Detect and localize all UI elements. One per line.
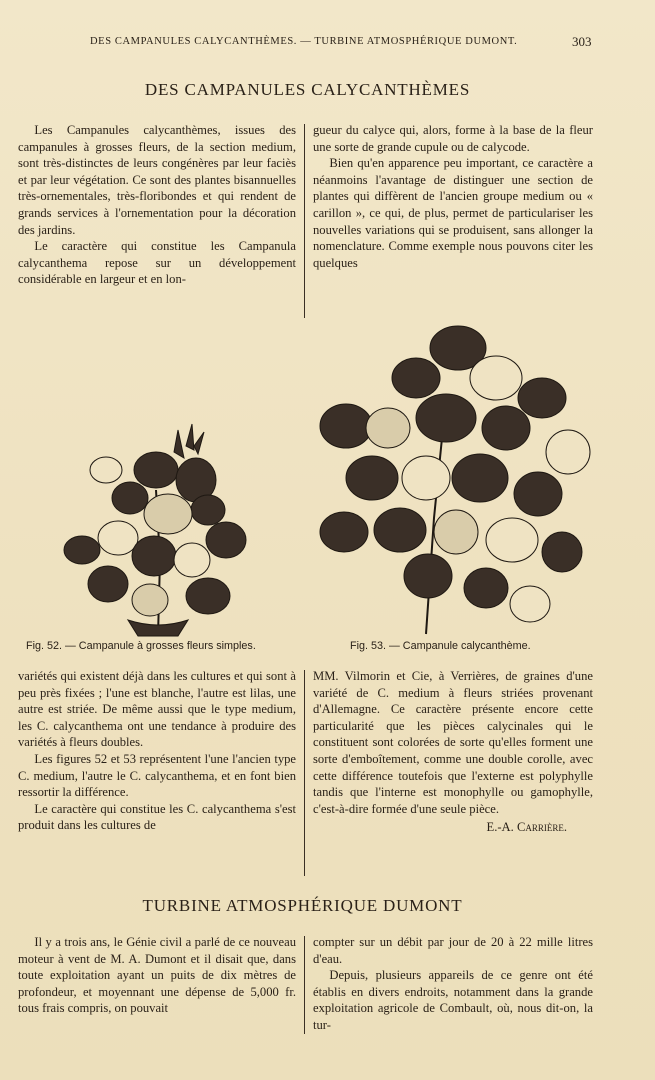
paragraph: Bien qu'en apparence peu important, ce caractère a néanmoins l'avantage de distinguer une section de plantes qui diffèrent de l'ancien groupe medium ou « carillon », ce qui, de plus, permet de particulariser les nouvelles variations qui se produisent, sans allonger la nomenclature. Comme exemple nous pouvons citer les quelques bbox=[313, 156, 593, 270]
article1-column-right bbox=[313, 122, 593, 271]
paragraph: Depuis, plusieurs appareils de ce genre ont été établis en divers endroits, notamment dans la grande exploitation agricole de Combault, où, nous dit-on, la tur- bbox=[313, 968, 593, 1032]
article1-column-right-lower bbox=[313, 668, 593, 836]
campanula-engraving-icon bbox=[58, 410, 258, 638]
paragraph: gueur du calyce qui, alors, forme à la base de la fleur une sorte de grande cupule ou de calycode. bbox=[313, 123, 593, 154]
campanula-calycanthema-engraving-icon bbox=[316, 318, 594, 636]
column-rule bbox=[304, 670, 305, 876]
paragraph: MM. Vilmorin et Cie, à Verrières, de graines d'une variété de C. medium à fleurs striées provenant d'Allemagne. Ce caractère présente encore cette particularité que les pièces calycinales qui le constituent sont colorées de sorte qu'elles forment une sorte d'emboîtement, comme une double corolle, avec cette différence toutefois que l'externe est polyphylle tandis que l'interne est monophylle ou gamophylle, c'est-à-dire formée d'une seule pièce. bbox=[313, 669, 593, 816]
page-number: 303 bbox=[572, 34, 592, 49]
author-signature: E.-A. Carrière. bbox=[486, 820, 567, 835]
article-title-campanules: DES CAMPANULES CALYCANTHÈMES bbox=[144, 80, 471, 99]
paragraph: Il y a trois ans, le Génie civil a parlé de ce nouveau moteur à vent de M. A. Dumont et il disait que, dans toute exploitation ayant un puits de dix mètres de profondeur, et moyennant une dépense de 5,000 fr. tous frais compris, on pouvait bbox=[18, 935, 296, 1016]
column-rule bbox=[304, 124, 305, 318]
article2-column-left bbox=[18, 934, 296, 1017]
paragraph: variétés qui existent déjà dans les cultures et qui sont à peu près fixées ; l'une est blanche, l'autre est lilas, une autre est striée. De même aussi que le type medium, les C. calycanthema ont une tendance à produire des variétés à fleurs doubles. bbox=[18, 669, 296, 750]
paragraph: Les figures 52 et 53 représentent l'une l'ancien type C. medium, l'autre le C. calycanthema, et en font bien ressortir la différence. bbox=[18, 751, 296, 800]
paragraph: Le caractère qui constitue les Campanula calycanthema repose sur un développement considérable en largeur et en lon- bbox=[18, 239, 296, 287]
paragraph: Le caractère qui constitue les C. calycanthema s'est produit dans les cultures de bbox=[18, 801, 296, 833]
figure-52-caption: Fig. 52. — Campanule à grosses fleurs simples. bbox=[26, 640, 256, 652]
figure-53 bbox=[316, 318, 594, 636]
paragraph: compter sur un débit par jour de 20 à 22 mille litres d'eau. bbox=[313, 935, 593, 966]
column-rule bbox=[304, 936, 305, 1034]
article2-column-right bbox=[313, 934, 593, 1034]
article1-column-left-lower bbox=[18, 668, 296, 834]
figure-52 bbox=[58, 410, 258, 638]
figure-53-caption: Fig. 53. — Campanule calycanthème. bbox=[350, 640, 531, 652]
paragraph: Les Campanules calycanthèmes, issues des campanules à grosses fleurs, de la section medium, sont très-distinctes de leurs congénères par leur faciès et par leur végétation. Ce sont des plantes bisannuelles très-ornementales, très-floribondes et qui rendent de grands services à l'ornementation pour la décoration des jardins. bbox=[18, 123, 296, 237]
running-head: DES CAMPANULES CALYCANTHÈMES. — TURBINE ATMOSPHÉRIQUE DUMONT. bbox=[90, 36, 518, 47]
article1-column-left bbox=[18, 122, 296, 288]
article-title-turbine: TURBINE ATMOSPHÉRIQUE DUMONT bbox=[142, 896, 463, 915]
